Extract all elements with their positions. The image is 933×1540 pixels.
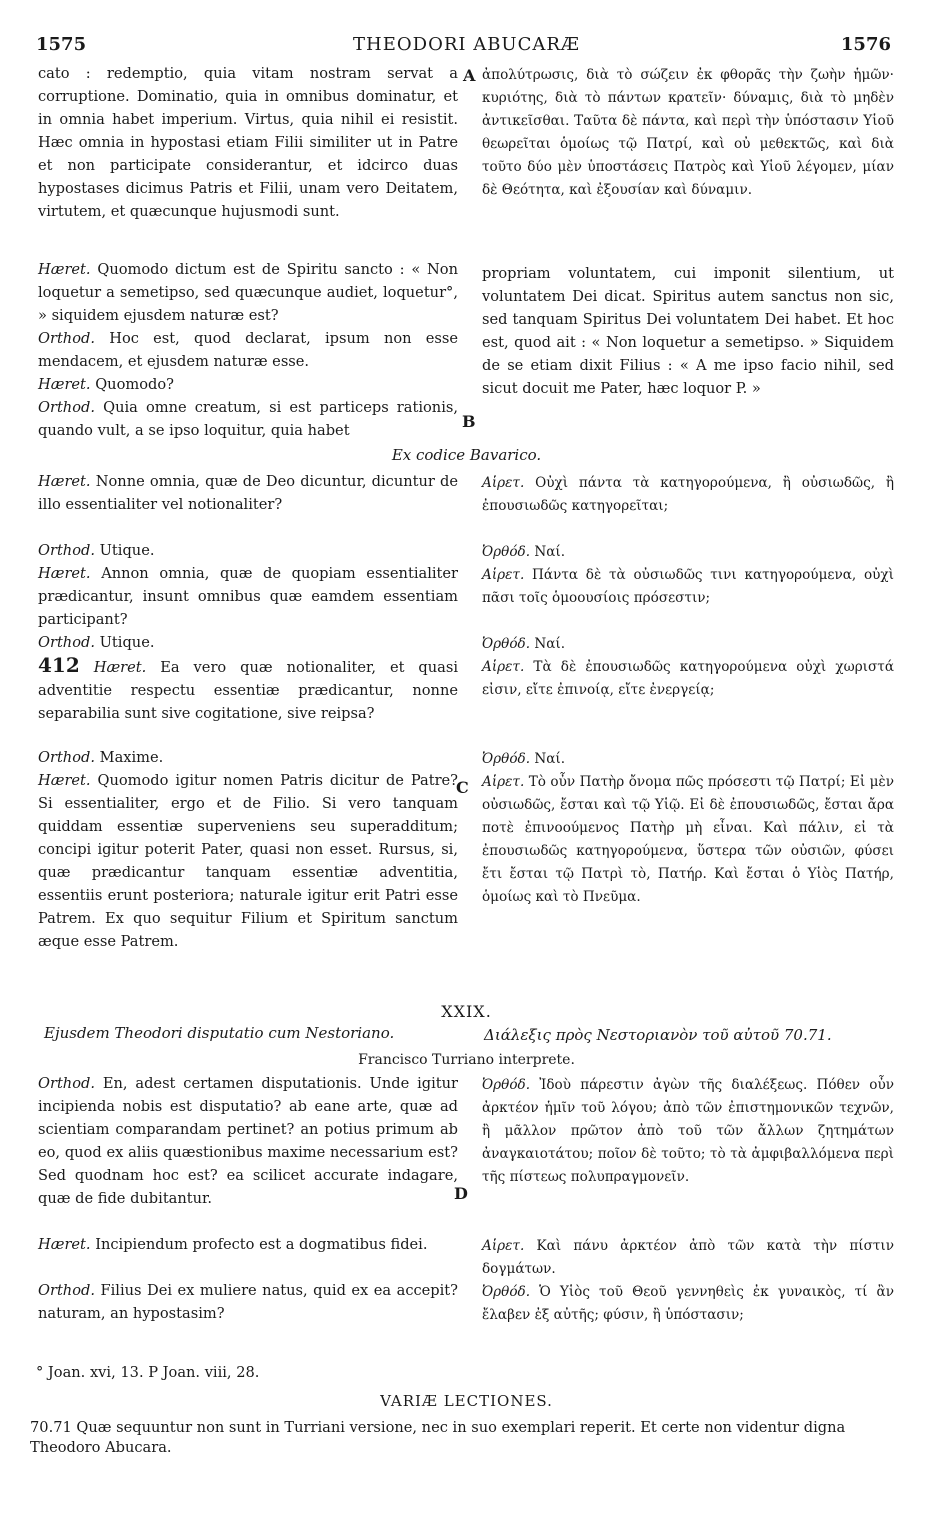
line-text: Utique.	[99, 634, 155, 651]
margin-marker-c: C	[456, 778, 469, 797]
line-text: Quomodo igitur nomen Patris dicitur de Patre? Si essentialiter, ergo et de Filio. Si vero tanquam quiddam essentiæ superveniens seu superadditum; concipi igitur poterit Pater, quasi non esset. Rursus, si, quæ prædicantur tanquam essentiæ adventitia, essentiis erunt posteriora; naturale igitur erit Patri esse Patrem. Ex quo sequitur Filium et Spiritum sanctum æque esse Patrem.	[38, 772, 459, 950]
line-text: Ea vero quæ notionaliter, et quasi adventitie respectu essentiæ prædicantur, nonne separabilia sunt sive cogitatione, sive reipsa?	[38, 659, 459, 722]
line-text: Quomodo dictum est de Spiritu sancto : « Non loquetur a semetipso, sed quæcunque audiet, loquetur°, » siquidem ejusdem naturæ est?	[38, 261, 458, 324]
dialogue-line	[38, 1233, 458, 1279]
line-text: Οὐχὶ πάντα τὰ κατηγορούμενα, ἢ οὐσιωδῶς, ἢ ἐπουσιωδῶς κατηγορεῖται;	[482, 475, 895, 514]
speaker-label: Ὀρθόδ.	[482, 1284, 531, 1300]
greek-paragraph-1	[482, 64, 894, 202]
dialogue-line	[38, 1072, 458, 1233]
speaker-label: Orthod.	[38, 749, 95, 766]
right-page-number: 1576	[840, 34, 891, 55]
line-text: Ναί.	[534, 636, 566, 652]
speaker-label: Αἱρετ.	[482, 659, 525, 675]
dialogue-line	[38, 769, 458, 953]
latin-text: cato : redemptio, quia vitam nostram servat a corruptione. Dominatio, quia in omnibus dominatur, et in omnia habet imperium. Virtus, quia nihil ei resistit. Hæc omnia in hypostasi etiam Filii similiter ut in Patre et non participate considerantur, et idcirco duas hypostases dicimus Patris et Filii, unam vero Deitatem, virtutem, et quæcunque hujusmodi sunt.	[38, 65, 458, 220]
dialogue-line	[482, 656, 894, 748]
speaker-label: Orthod.	[38, 634, 95, 651]
speaker-label: Hæret.	[93, 659, 147, 676]
line-text: Annon omnia, quæ de quopiam essentialiter prædicantur, insunt omnibus quæ eamdem essentiam participant?	[38, 565, 458, 628]
speaker-label: Αἱρετ.	[482, 475, 525, 491]
dialogue-line	[482, 1281, 894, 1327]
continuation-text: propriam voluntatem, cui imponit silentium, ut voluntatem Dei dicat. Spiritus autem sanctus non sic, sed tanquam Spiritus Dei voluntatem Dei habet. Et hoc est, quod ait : « Non loquetur a semetipso. » Siquidem de se etiam dixit Filius : « A me ipso facio nihil, sed sicut docuit me Pater, hæc loquor P. »	[482, 265, 894, 397]
chapter-number: XXIX.	[441, 1002, 492, 1021]
dialogue-line	[38, 746, 458, 769]
dialogue-line	[482, 771, 894, 909]
running-title: THEODORI ABUCARÆ	[353, 34, 580, 55]
dialogue-line	[38, 1279, 458, 1325]
latin-chapter-title: Ejusdem Theodori disputatio cum Nestoriano.	[44, 1024, 395, 1042]
line-text: Πάντα δὲ τὰ οὐσιωδῶς τινι κατηγορούμενα, οὐχὶ πᾶσι τοῖς ὁμοουσίοις πρόσεστιν;	[482, 567, 894, 606]
speaker-label: Hæret.	[38, 1236, 91, 1253]
codex-heading: Ex codice Bavarico.	[391, 446, 542, 464]
dialogue-line	[38, 258, 458, 327]
speaker-label: Αἱρετ.	[482, 1238, 525, 1254]
right-column-continuation	[482, 262, 894, 400]
dialogue-line	[38, 631, 458, 654]
dialogue-line	[482, 1235, 894, 1281]
line-text: Ναί.	[534, 751, 566, 767]
line-text: Ὁ Υἱὸς τοῦ Θεοῦ γεννηθεὶς ἐκ γυναικὸς, τί ἂν ἔλαβεν ἐξ αὐτῆς; φύσιν, ἢ ὑπόστασιν;	[482, 1284, 895, 1323]
footnote: ° Joan. xvi, 13. P Joan. viii, 28.	[36, 1364, 260, 1381]
dialogue-line	[482, 1074, 894, 1235]
speaker-label: Orthod.	[38, 330, 95, 347]
dialogue-line	[482, 748, 894, 771]
dialogue-line	[482, 472, 894, 541]
speaker-label: Hæret.	[38, 772, 91, 789]
line-text: Quomodo?	[95, 376, 174, 393]
line-text: Maxime.	[99, 749, 164, 766]
speaker-label: Hæret.	[38, 473, 91, 490]
page-header	[0, 34, 933, 60]
speaker-label: Orthod.	[38, 399, 95, 416]
dialogue-line	[482, 564, 894, 633]
margin-marker-a: A	[463, 66, 476, 85]
speaker-label: Orthod.	[38, 1282, 95, 1299]
latin-dialogue-spiritus	[38, 258, 458, 442]
latin-dialogue-block	[38, 470, 458, 953]
latin-disputation	[38, 1072, 458, 1325]
dialogue-line	[38, 327, 458, 373]
variae-title: VARIÆ LECTIONES.	[380, 1392, 553, 1410]
column-number: 412	[38, 653, 80, 677]
interpreter-line: Francisco Turriano interprete.	[358, 1052, 575, 1068]
greek-chapter-title: Διάλεξις πρὸς Νεστοριανὸν τοῦ αὐτοῦ 70.71.	[484, 1026, 832, 1044]
speaker-label: Ὀρθόδ.	[482, 636, 531, 652]
speaker-label: Αἱρετ.	[482, 567, 525, 583]
speaker-label: Αἱρετ.	[482, 774, 525, 790]
dialogue-line	[38, 539, 458, 562]
speaker-label: Ὀρθόδ.	[482, 751, 531, 767]
dialogue-line	[38, 373, 458, 396]
dialogue-line	[482, 541, 894, 564]
line-text: Hoc est, quod declarat, ipsum non esse mendacem, et ejusdem naturæ esse.	[38, 330, 459, 370]
greek-disputation	[482, 1074, 894, 1327]
speaker-label: Ὀρθόδ.	[482, 1077, 531, 1093]
speaker-label: Ὀρθόδ.	[482, 544, 531, 560]
line-text: Ναί.	[534, 544, 566, 560]
dialogue-line	[482, 633, 894, 656]
left-page-number: 1575	[36, 34, 87, 55]
speaker-label: Orthod.	[38, 1075, 95, 1092]
dialogue-line	[38, 654, 458, 746]
dialogue-line	[38, 562, 458, 631]
speaker-label: Hæret.	[38, 565, 91, 582]
dialogue-line	[38, 396, 458, 442]
speaker-label: Orthod.	[38, 542, 95, 559]
line-text: Καὶ πάνυ ἀρκτέον ἀπὸ τῶν κατὰ τὴν πίστιν δογμάτων.	[482, 1238, 894, 1277]
line-text: Τὰ δὲ ἐπουσιωδῶς κατηγορούμενα οὐχὶ χωριστά εἰσιν, εἴτε ἐπινοίᾳ, εἴτε ἐνεργείᾳ;	[482, 659, 894, 698]
greek-dialogue-block	[482, 472, 894, 909]
variae-text: 70.71 Quæ sequuntur non sunt in Turriani versione, nec in suo exemplari reperit. Et certe non videntur digna Theodoro Abucara.	[30, 1419, 846, 1456]
line-text: Utique.	[99, 542, 155, 559]
line-text: Τὸ οὖν Πατὴρ ὄνομα πῶς πρόσεστι τῷ Πατρί; Εἰ μὲν οὐσιωδῶς, ἔσται καὶ τῷ Υἱῷ. Εἰ δὲ ἐπουσιωδῶς, ἔσται ἄρα ποτὲ ἐπινοούμενος Πατὴρ μὴ εἶναι. Καὶ πάλιν, εἰ τὰ ἐπουσιωδῶς κατηγορούμενα, ὕστερα τῶν οὐσιῶν, φύσει ἔτι ἔσται τῷ Πατρὶ τὸ, Πατήρ. Καὶ ἔσται ὁ Υἱὸς Πατήρ, ὁμοίως καὶ τὸ Πνεῦμα.	[482, 774, 894, 905]
dialogue-line	[38, 470, 458, 539]
speaker-label: Hæret.	[38, 376, 91, 393]
margin-marker-b: B	[462, 412, 476, 431]
margin-marker-d: D	[454, 1184, 468, 1203]
line-text: Quia omne creatum, si est particeps rationis, quando vult, a se ipso loquitur, quia habet	[38, 399, 458, 439]
latin-paragraph-1	[38, 62, 458, 223]
line-text: Incipiendum profecto est a dogmatibus fidei.	[95, 1236, 428, 1253]
line-text: Ἰδοὺ πάρεστιν ἀγὼν τῆς διαλέξεως. Πόθεν οὖν ἀρκτέον ἡμῖν τοῦ λόγου; ἀπὸ τῶν ἐπιστημονικῶν τεχνῶν, ἢ μᾶλλον πρῶτον ἀπὸ τοῦ τῶν ἄλλων ζητημάτων ἀναγκαιοτάτου; ποῖον δὲ τοῦτο; τὸ τὰ ἀμφιβαλλόμενα περὶ τῆς πίστεως πολυπραγμονεῖν.	[482, 1077, 894, 1185]
greek-text: ἀπολύτρωσις, διὰ τὸ σώζειν ἐκ φθορᾶς τὴν ζωὴν ἡμῶν· κυριότης, διὰ τὸ πάντων κρατεῖν· δύναμις, διὰ τὸ μηδὲν ἀντικεῖσθαι. Ταῦτα δὲ πάντα, καὶ περὶ τὴν ὑπόστασιν Υἱοῦ θεωρεῖται ὁμοίως τῷ Πατρί, καὶ οὐ μεθεκτῶς, καὶ διὰ τοῦτο δύο μὲν ὑποστάσεις Πατρὸς καὶ Υἱοῦ λέγομεν, μίαν δὲ Θεότητα, καὶ ἐξουσίαν καὶ δύναμιν.	[482, 67, 894, 198]
line-text: En, adest certamen disputationis. Unde igitur incipienda nobis est disputatio? ab eane arte, quæ ad scientiam comparandam pertinet? an potius primum ab eo, quod ex aliis quæstionibus maxime necessarium est? Sed quodnam hoc est? ea scilicet accurate indagare, quæ de fide dubitantur.	[38, 1075, 458, 1207]
line-text: Filius Dei ex muliere natus, quid ex ea accepit? naturam, an hypostasim?	[38, 1282, 458, 1322]
line-text: Nonne omnia, quæ de Deo dicuntur, dicuntur de illo essentialiter vel notionaliter?	[38, 473, 459, 513]
speaker-label: Hæret.	[38, 261, 91, 278]
